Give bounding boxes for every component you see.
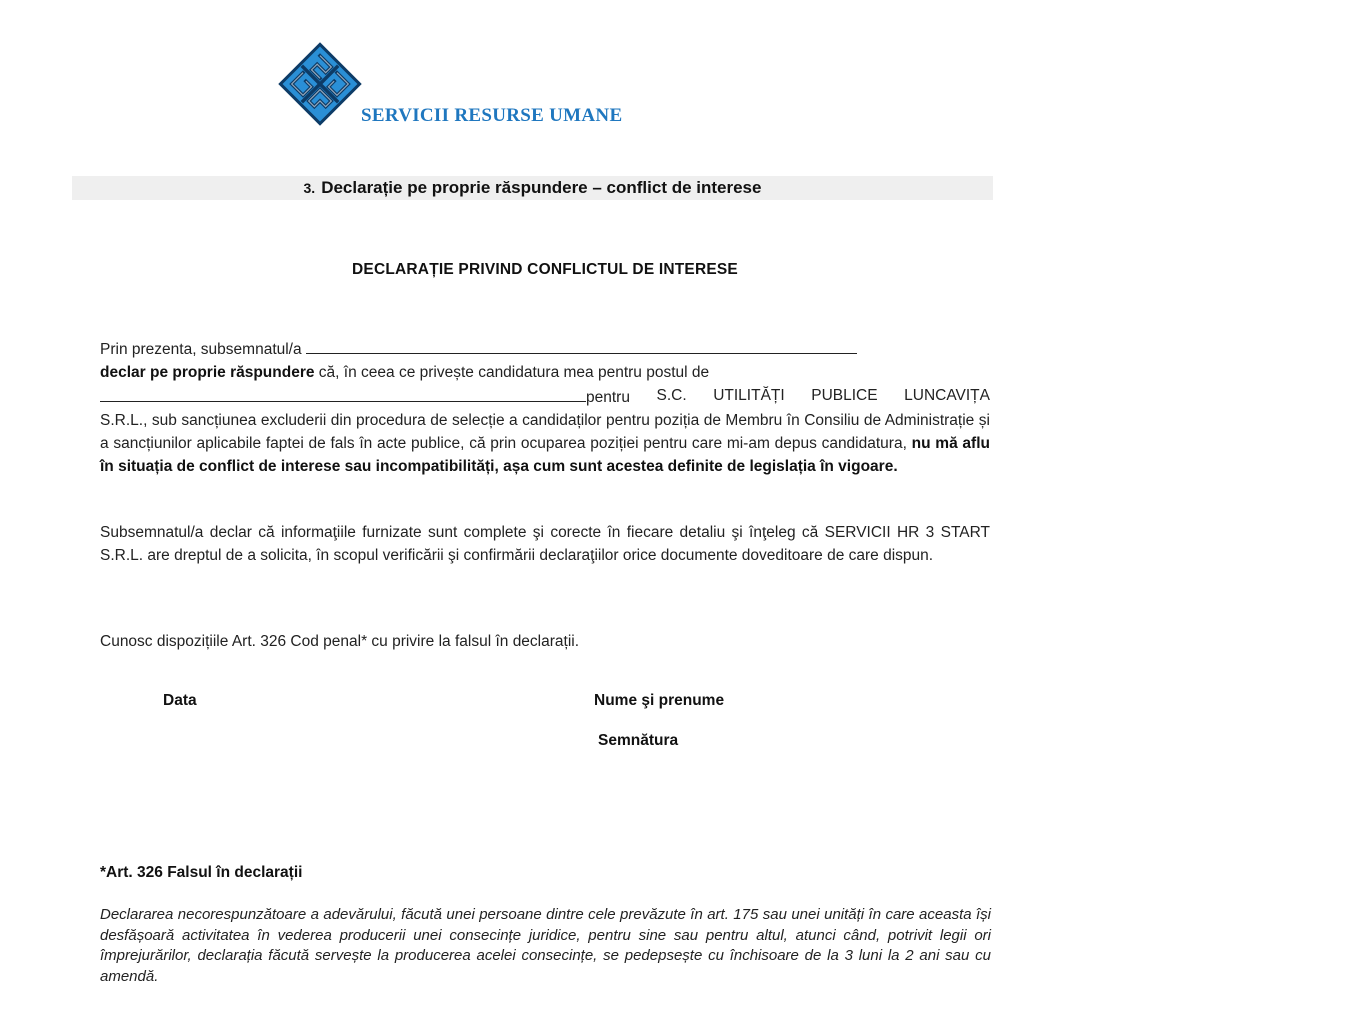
brand-name: SERVICII RESURSE UMANE — [361, 105, 623, 126]
name-label: Nume şi prenume — [594, 692, 725, 709]
declarant-line — [100, 336, 990, 361]
company-word: LUNCAVIȚA — [904, 387, 990, 404]
declaration-bold-phrase: declar pe proprie răspundere — [100, 364, 315, 381]
position-name-blank — [100, 384, 586, 402]
footnote-title: *Art. 326 Falsul în declarații — [100, 864, 303, 881]
section-title — [72, 178, 993, 198]
company-word: UTILITĂȚI — [713, 387, 785, 404]
section-header-bar — [72, 176, 993, 200]
company-word: S.C. — [656, 387, 687, 404]
company-word: pentru — [586, 389, 630, 406]
section-number: 3. — [303, 180, 316, 196]
declaration-body-text: S.R.L., sub sancțiunea excluderii din procedura de selecție a candidaților pentru poziția de Membru în Consiliu de Administrație și a sancțiunilor aplicabile faptei de fals în acte publice, că prin ocuparea poziției pentru care mi-am depus candidatura, — [100, 412, 990, 452]
penal-code-paragraph: Cunosc dispozițiile Art. 326 Cod penal* cu privire la falsul în declarații. — [100, 633, 580, 650]
declarant-label: Prin prezenta, subsemnatul/a — [100, 341, 302, 358]
company-word: PUBLICE — [811, 387, 878, 404]
company-line — [100, 384, 990, 409]
date-label: Data — [163, 692, 197, 709]
hr-services-logo-icon — [278, 42, 362, 126]
section-title-text: Declarație pe proprie răspundere – conflict de interese — [321, 178, 762, 197]
declarant-name-blank — [306, 336, 857, 354]
footnote-text: Declararea necorespunzătoare a adevărului, făcută unei persoane dintre cele prevăzute în art. 175 sau unei unități în care aceasta își desfășoară activitatea în vederea producerii unei consecințe juridice, pentru sine sau pentru altul, atunci când, potrivit legii ori împrejurărilor, declarația făcută servește la producerea acelei consecințe, se pedepsește cu închisoare de la 3 luni la 2 ani sau cu amendă. — [100, 906, 991, 985]
declaration-body-bold: nu mă aflu în situația de conflict de interese sau incompatibilități, așa cum sunt acestea definite de legislația în vigoare. — [100, 435, 990, 475]
document-title: DECLARAȚIE PRIVIND CONFLICTUL DE INTERESE — [352, 261, 738, 278]
position-line — [100, 361, 990, 384]
declaration-body — [100, 409, 990, 478]
declaration-paragraph — [100, 336, 990, 478]
information-paragraph: Subsemnatul/a declar că informaţiile furnizate sunt complete şi corecte în fiecare detaliu şi înţeleg că SERVICII HR 3 START S.R.L. are dreptul de a solicita, în scopul verificării şi confirmării declaraţiilor orice documente doveditoare de care dispun. — [100, 524, 990, 564]
signature-label: Semnătura — [598, 732, 679, 749]
position-line-text: că, în ceea ce privește candidatura mea pentru postul de — [314, 364, 710, 381]
